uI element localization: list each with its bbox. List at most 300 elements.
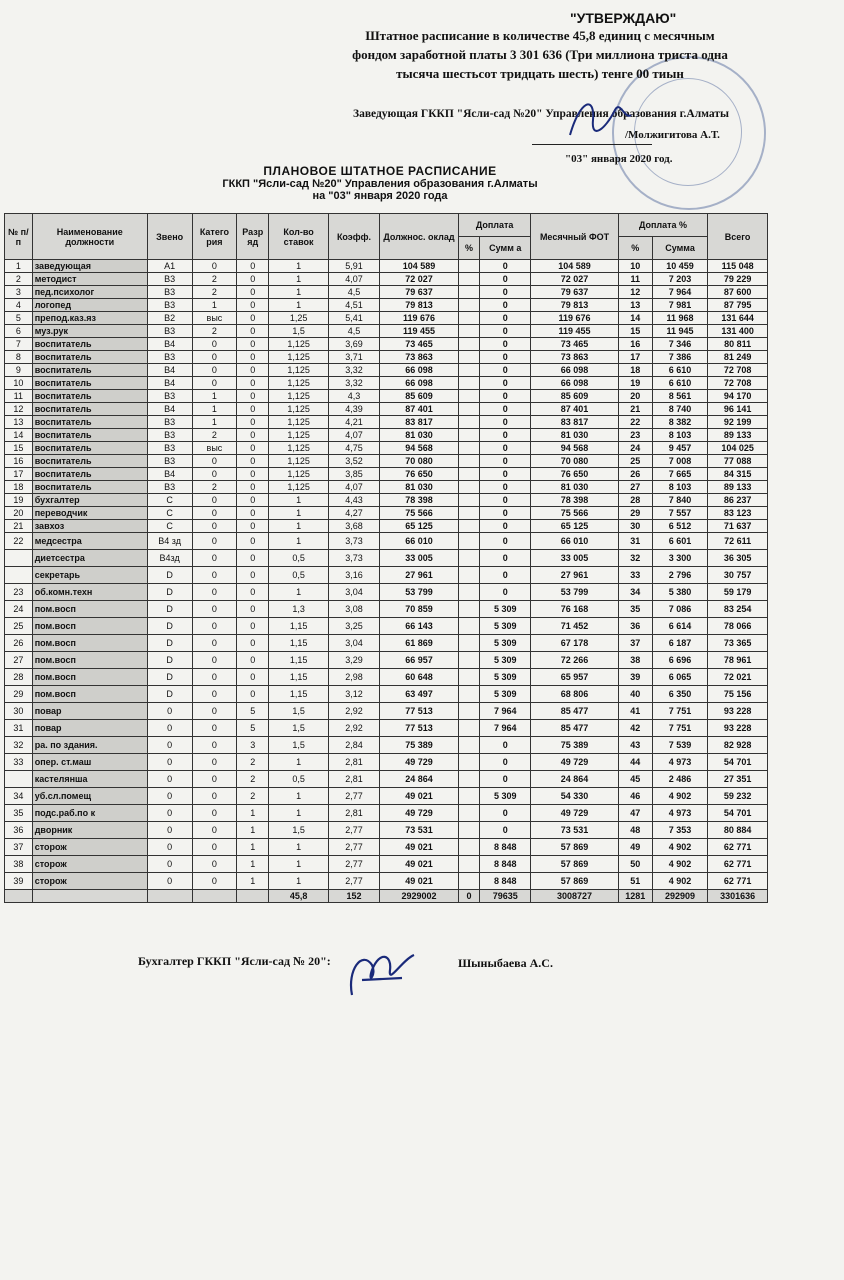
position-name-cell: пом.восп	[32, 669, 147, 686]
table-row	[5, 839, 768, 856]
table-cell: 61 869	[380, 635, 459, 652]
table-row	[5, 601, 768, 618]
table-cell: 1,25	[269, 312, 329, 325]
table-cell	[458, 286, 479, 299]
director-signature	[565, 90, 635, 150]
table-cell: 4 902	[652, 856, 707, 873]
position-name-cell: уб.сл.помещ	[32, 788, 147, 805]
table-cell: 131 644	[708, 312, 768, 325]
table-cell: 0	[147, 856, 192, 873]
table-cell: 73 465	[380, 338, 459, 351]
table-cell: 96 141	[708, 403, 768, 416]
table-cell	[458, 652, 479, 669]
table-cell: 0	[237, 567, 269, 584]
table-cell: 62 771	[708, 873, 768, 890]
position-name-cell: диетсестра	[32, 550, 147, 567]
table-cell: 89 133	[708, 481, 768, 494]
total-cell	[5, 890, 33, 903]
table-cell: 86 237	[708, 494, 768, 507]
table-cell: выс	[192, 442, 237, 455]
table-cell: 42	[618, 720, 652, 737]
table-cell: 13	[618, 299, 652, 312]
table-cell: В4	[147, 468, 192, 481]
table-cell	[458, 669, 479, 686]
table-cell: 37	[618, 635, 652, 652]
table-cell	[458, 390, 479, 403]
table-cell: 4,27	[328, 507, 379, 520]
table-cell: 23	[5, 584, 33, 601]
accountant-label: Бухгалтер ГККП "Ясли-сад № 20":	[138, 954, 331, 968]
table-cell: 49 021	[380, 856, 459, 873]
table-cell: 0	[192, 520, 237, 533]
position-name-cell: воспитатель	[32, 403, 147, 416]
table-row	[5, 635, 768, 652]
table-cell: 0	[237, 260, 269, 273]
total-cell: 292909	[652, 890, 707, 903]
table-cell: 0	[237, 455, 269, 468]
table-cell: 16	[618, 338, 652, 351]
position-name-cell: пом.восп	[32, 618, 147, 635]
table-cell	[458, 720, 479, 737]
table-cell	[458, 338, 479, 351]
accountant-name: Шыныбаева А.С.	[458, 956, 553, 970]
table-cell: 119 455	[531, 325, 618, 338]
table-cell: В3	[147, 325, 192, 338]
table-cell: 0	[480, 507, 531, 520]
table-cell: 3,04	[328, 584, 379, 601]
table-cell: выс	[192, 312, 237, 325]
table-cell: 73 531	[380, 822, 459, 839]
table-cell	[458, 567, 479, 584]
position-name-cell: воспитатель	[32, 429, 147, 442]
table-cell	[458, 601, 479, 618]
table-cell: 72 021	[708, 669, 768, 686]
table-cell: В3	[147, 442, 192, 455]
table-cell: 1,125	[269, 377, 329, 390]
table-cell: 11	[5, 390, 33, 403]
approval-line-2: фондом заработной платы 3 301 636 (Три миллиона триста одна	[352, 47, 728, 62]
table-cell: 66 010	[531, 533, 618, 550]
position-name-cell: муз.рук	[32, 325, 147, 338]
total-cell	[192, 890, 237, 903]
table-cell: 0	[480, 805, 531, 822]
table-cell: 72 027	[380, 273, 459, 286]
table-cell: 5 309	[480, 652, 531, 669]
table-cell: 0	[480, 754, 531, 771]
table-cell: 1,125	[269, 351, 329, 364]
table-cell: 72 611	[708, 533, 768, 550]
table-cell: 0	[480, 550, 531, 567]
table-cell: 0	[237, 481, 269, 494]
table-cell: 7 964	[480, 703, 531, 720]
table-cell: 85 477	[531, 703, 618, 720]
table-cell: 4,3	[328, 390, 379, 403]
position-name-cell: методист	[32, 273, 147, 286]
table-row	[5, 416, 768, 429]
table-cell: 0	[480, 520, 531, 533]
total-cell: 152	[328, 890, 379, 903]
approval-block	[330, 10, 750, 83]
table-cell: 0	[480, 429, 531, 442]
table-cell: 0	[147, 873, 192, 890]
table-cell: 31	[618, 533, 652, 550]
col-surcharge-pct: Доплата %	[618, 214, 708, 237]
table-cell: 119 455	[380, 325, 459, 338]
table-cell: 11 968	[652, 312, 707, 325]
table-row	[5, 286, 768, 299]
table-cell: 5 309	[480, 635, 531, 652]
table-cell: 104 589	[380, 260, 459, 273]
table-cell: 57 869	[531, 839, 618, 856]
table-cell: В3	[147, 286, 192, 299]
position-name-cell: пед.психолог	[32, 286, 147, 299]
table-cell: 4,5	[328, 325, 379, 338]
table-cell: 8 561	[652, 390, 707, 403]
table-cell: 7 665	[652, 468, 707, 481]
table-cell: 1,15	[269, 686, 329, 703]
table-cell: 0	[192, 669, 237, 686]
table-cell: 4,5	[328, 286, 379, 299]
table-cell: 0	[192, 494, 237, 507]
table-cell: 0	[237, 618, 269, 635]
table-cell: 0	[192, 550, 237, 567]
col-no: № п/п	[5, 214, 33, 260]
col-salary: Должнос. оклад	[380, 214, 459, 260]
table-cell: 47	[618, 805, 652, 822]
table-cell: 27 961	[531, 567, 618, 584]
table-cell: 72 708	[708, 377, 768, 390]
table-cell: 2,84	[328, 737, 379, 754]
table-row	[5, 652, 768, 669]
table-cell: 0	[147, 720, 192, 737]
table-cell: 1,125	[269, 364, 329, 377]
table-cell: 2	[192, 286, 237, 299]
table-cell	[458, 618, 479, 635]
table-cell: 0	[192, 839, 237, 856]
table-cell: 87 795	[708, 299, 768, 312]
table-cell: 4 902	[652, 788, 707, 805]
table-cell: 4,07	[328, 273, 379, 286]
table-cell: 40	[618, 686, 652, 703]
table-cell: 12	[5, 403, 33, 416]
table-cell: 73 365	[708, 635, 768, 652]
col-surcharge-sum: Сумм а	[480, 237, 531, 260]
table-cell: 49 021	[380, 839, 459, 856]
table-cell: 2,81	[328, 754, 379, 771]
table-cell	[458, 686, 479, 703]
table-cell: 0	[237, 442, 269, 455]
table-cell: 0	[480, 442, 531, 455]
table-cell: 45	[618, 771, 652, 788]
table-cell: 1,125	[269, 468, 329, 481]
table-row	[5, 805, 768, 822]
table-cell: 1,125	[269, 403, 329, 416]
table-cell: 3,32	[328, 377, 379, 390]
table-cell: 70 080	[531, 455, 618, 468]
position-name-cell: опер. ст.маш	[32, 754, 147, 771]
table-cell: 1	[269, 754, 329, 771]
table-cell: 8 848	[480, 856, 531, 873]
total-cell: 3008727	[531, 890, 618, 903]
table-cell: 6 610	[652, 377, 707, 390]
table-cell: 0	[237, 299, 269, 312]
table-cell: 9 457	[652, 442, 707, 455]
position-name-cell: воспитатель	[32, 468, 147, 481]
table-cell: 0	[237, 403, 269, 416]
table-cell: 5 309	[480, 669, 531, 686]
table-cell: 94 568	[380, 442, 459, 455]
table-row	[5, 507, 768, 520]
table-cell: 18	[5, 481, 33, 494]
table-cell: 73 863	[380, 351, 459, 364]
table-cell: 66 098	[531, 377, 618, 390]
table-cell: 85 609	[531, 390, 618, 403]
table-cell: 66 098	[380, 377, 459, 390]
table-cell: 0	[237, 416, 269, 429]
table-cell: 0	[480, 822, 531, 839]
table-cell: 2	[237, 788, 269, 805]
table-cell: 79 229	[708, 273, 768, 286]
table-cell: 28	[618, 494, 652, 507]
table-cell: 39	[5, 873, 33, 890]
table-cell: 81 030	[380, 481, 459, 494]
table-cell: 7	[5, 338, 33, 351]
table-cell	[458, 822, 479, 839]
table-cell: 0	[192, 635, 237, 652]
table-cell: 23	[618, 429, 652, 442]
table-cell: 0	[480, 481, 531, 494]
table-cell: 49 021	[380, 788, 459, 805]
table-cell: 25	[618, 455, 652, 468]
table-row	[5, 338, 768, 351]
table-row	[5, 567, 768, 584]
table-cell: 76 650	[531, 468, 618, 481]
table-cell: 0	[192, 720, 237, 737]
table-cell: 6 601	[652, 533, 707, 550]
table-cell: 21	[5, 520, 33, 533]
table-cell: 66 957	[380, 652, 459, 669]
table-cell: 11	[618, 273, 652, 286]
table-cell: 1	[269, 839, 329, 856]
col-surcharge2-percent: %	[618, 237, 652, 260]
table-cell: 0,5	[269, 567, 329, 584]
table-row	[5, 481, 768, 494]
position-name-cell: повар	[32, 720, 147, 737]
table-cell: 4	[5, 299, 33, 312]
position-name-cell: воспитатель	[32, 455, 147, 468]
table-cell: 5	[237, 720, 269, 737]
table-cell: 104 589	[531, 260, 618, 273]
table-cell	[458, 771, 479, 788]
table-cell: 0	[237, 286, 269, 299]
table-cell: 1	[269, 494, 329, 507]
table-cell: 36	[5, 822, 33, 839]
table-cell: 2,92	[328, 703, 379, 720]
table-cell: 10	[5, 377, 33, 390]
table-cell: 72 027	[531, 273, 618, 286]
table-row	[5, 455, 768, 468]
table-cell: 49 021	[380, 873, 459, 890]
table-cell: 0	[480, 312, 531, 325]
table-cell: 2	[192, 429, 237, 442]
table-cell: 5 309	[480, 788, 531, 805]
total-cell: 2929002	[380, 890, 459, 903]
table-cell: 1,5	[269, 822, 329, 839]
table-cell: 34	[618, 584, 652, 601]
col-category: Катего рия	[192, 214, 237, 260]
table-cell: 0	[192, 873, 237, 890]
table-cell: 7 840	[652, 494, 707, 507]
table-cell: В3	[147, 429, 192, 442]
table-cell	[458, 703, 479, 720]
table-row	[5, 403, 768, 416]
col-surcharge: Доплата	[458, 214, 530, 237]
table-cell: 4,39	[328, 403, 379, 416]
position-name-cell: об.комн.техн	[32, 584, 147, 601]
table-cell: 8 103	[652, 481, 707, 494]
table-cell: 57 869	[531, 856, 618, 873]
table-cell: 0	[237, 686, 269, 703]
table-cell: 0	[480, 737, 531, 754]
table-row	[5, 788, 768, 805]
table-cell: 62 771	[708, 856, 768, 873]
table-cell: 0	[237, 390, 269, 403]
total-cell	[237, 890, 269, 903]
col-grade: Разр яд	[237, 214, 269, 260]
table-cell: 131 400	[708, 325, 768, 338]
position-name-cell: переводчик	[32, 507, 147, 520]
position-name-cell: повар	[32, 703, 147, 720]
table-cell	[458, 442, 479, 455]
table-cell: 1	[237, 839, 269, 856]
table-row	[5, 273, 768, 286]
table-cell: 2,77	[328, 788, 379, 805]
approval-line-1: Штатное расписание в количестве 45,8 единиц с месячным	[365, 28, 715, 43]
table-cell: 115 048	[708, 260, 768, 273]
table-cell: 32	[5, 737, 33, 754]
table-cell: 7 203	[652, 273, 707, 286]
table-cell: 0	[192, 703, 237, 720]
table-cell: 119 676	[380, 312, 459, 325]
table-cell	[458, 403, 479, 416]
table-cell: 5 309	[480, 618, 531, 635]
table-cell: 78 961	[708, 652, 768, 669]
table-cell: 7 008	[652, 455, 707, 468]
table-cell: 50	[618, 856, 652, 873]
table-cell: 0	[192, 652, 237, 669]
table-cell: 19	[5, 494, 33, 507]
table-cell: 75 566	[531, 507, 618, 520]
table-cell: 0	[147, 839, 192, 856]
table-cell: 83 254	[708, 601, 768, 618]
table-row	[5, 686, 768, 703]
table-cell: 0	[480, 286, 531, 299]
table-cell: 93 228	[708, 720, 768, 737]
table-cell: 7 557	[652, 507, 707, 520]
table-cell: 0	[237, 325, 269, 338]
table-row	[5, 442, 768, 455]
table-cell: 76 168	[531, 601, 618, 618]
table-cell: 1	[192, 299, 237, 312]
table-cell: 77 088	[708, 455, 768, 468]
position-name-cell: пом.восп	[32, 686, 147, 703]
table-cell: 1	[269, 805, 329, 822]
staff-table	[4, 213, 768, 903]
table-cell: 2	[192, 325, 237, 338]
table-cell: 7 981	[652, 299, 707, 312]
position-name-cell: воспитатель	[32, 442, 147, 455]
table-cell: 33	[618, 567, 652, 584]
table-row	[5, 468, 768, 481]
table-cell: В4 зд	[147, 533, 192, 550]
table-cell: 33	[5, 754, 33, 771]
table-cell: 79 637	[531, 286, 618, 299]
position-name-cell: пом.восп	[32, 652, 147, 669]
table-cell: 81 030	[380, 429, 459, 442]
table-cell: 3	[5, 286, 33, 299]
table-cell: 22	[5, 533, 33, 550]
table-cell: 70 080	[380, 455, 459, 468]
table-cell: 75 389	[380, 737, 459, 754]
table-cell: 73 863	[531, 351, 618, 364]
table-cell: 54 701	[708, 805, 768, 822]
table-cell: 39	[618, 669, 652, 686]
table-cell: 0	[480, 364, 531, 377]
table-cell: 26	[5, 635, 33, 652]
table-cell: 1,5	[269, 720, 329, 737]
position-name-cell: заведующая	[32, 260, 147, 273]
table-cell: 8 740	[652, 403, 707, 416]
table-cell: 0	[237, 584, 269, 601]
table-cell: 27	[5, 652, 33, 669]
table-cell: 2,81	[328, 771, 379, 788]
table-cell: 1,15	[269, 635, 329, 652]
table-cell: 54 330	[531, 788, 618, 805]
table-cell: 0	[237, 601, 269, 618]
table-cell: 27 351	[708, 771, 768, 788]
approval-heading: "УТВЕРЖДАЮ"	[570, 10, 677, 26]
table-cell: 29	[618, 507, 652, 520]
table-cell: 35	[618, 601, 652, 618]
position-name-cell: кастелянша	[32, 771, 147, 788]
table-cell: 7 086	[652, 601, 707, 618]
col-name: Наименование должности	[32, 214, 147, 260]
table-cell: 5	[237, 703, 269, 720]
table-cell: 2,77	[328, 873, 379, 890]
table-cell: 2 796	[652, 567, 707, 584]
table-cell: 73 531	[531, 822, 618, 839]
table-cell: 1,15	[269, 652, 329, 669]
table-cell: 85 477	[531, 720, 618, 737]
table-cell: 1	[237, 805, 269, 822]
table-cell: 27	[618, 481, 652, 494]
table-cell: В4	[147, 364, 192, 377]
title-line-1: ПЛАНОВОЕ ШТАТНОЕ РАСПИСАНИЕ	[263, 164, 497, 178]
table-cell: С	[147, 507, 192, 520]
table-cell: 0	[192, 856, 237, 873]
table-cell: 12	[618, 286, 652, 299]
table-cell: 0	[147, 703, 192, 720]
table-cell	[458, 481, 479, 494]
table-row	[5, 550, 768, 567]
table-cell: 0	[192, 364, 237, 377]
table-cell: 0	[480, 351, 531, 364]
table-cell: 49 729	[380, 754, 459, 771]
table-cell: 2,77	[328, 822, 379, 839]
table-cell	[458, 325, 479, 338]
table-row	[5, 822, 768, 839]
total-cell: 1281	[618, 890, 652, 903]
